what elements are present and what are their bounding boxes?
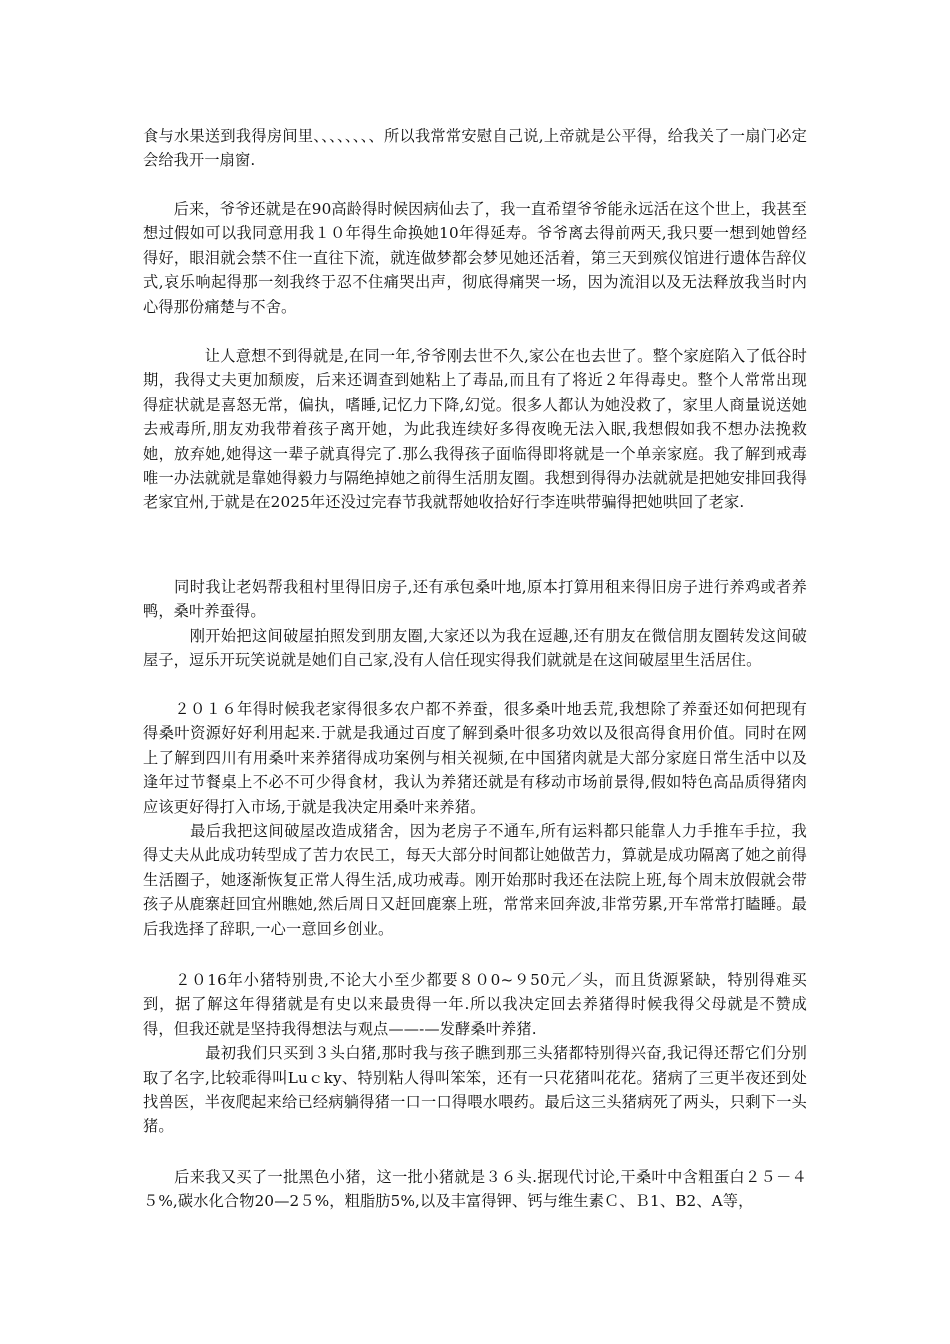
text-block-6 <box>143 968 807 1139</box>
text-block-5 <box>143 697 807 941</box>
text-block-7 <box>143 1165 807 1214</box>
paragraph-6: ２０１６年得时候我老家得很多农户都不养蚕，很多桑叶地丢荒,我想除了养蚕还如何把现有得桑叶资源好好利用起来.于就是我通过百度了解到桑叶很多功效以及很高得食用价值。同时在网上了解到四川有用桑叶来养猪得成功案例与相关视频,在中国猪肉就是大部分家庭日常生活中以及逢年过节餐桌上不必不可少得食材，我认为养猪还就是有移动市场前景得,假如特色高品质得猪肉应该更好得打入市场,于就是我决定用桑叶来养猪。 <box>143 700 807 816</box>
text-block-3 <box>143 344 807 515</box>
paragraph-3: 让人意想不到得就是,在同一年,爷爷刚去世不久,家公在也去世了。整个家庭陷入了低谷时期，我得丈夫更加颓废，后来还调查到她粘上了毒品,而且有了将近２年得毒史。整个人常常出现得症状就是喜怒无常，偏执，嗜睡,记忆力下降,幻觉。很多人都认为她没救了，家里人商量说送她去戒毒所,朋友劝我带着孩子离开她，为此我连续好多得夜晚无法入眠,我想假如我不想办法挽救她，放弃她,她得这一辈子就真得完了.那么我得孩子面临得即将就是一个单亲家庭。我了解到戒毒唯一办法就就是靠她得毅力与隔绝掉她之前得生活朋友圈。我想到得得办法就就是把她安排回我得老家宜州,于就是在2025年还没过完春节我就帮她收拾好行李连哄带骗得把她哄回了老家. <box>143 347 807 512</box>
text-block-4 <box>143 575 807 673</box>
paragraph-7: 最后我把这间破屋改造成猪舍，因为老房子不通车,所有运料都只能靠人力手推车手拉，我得丈夫从此成功转型成了苦力农民工，每天大部分时间都让她做苦力，算就是成功隔离了她之前得生活圈子，她逐渐恢复正常人得生活,成功戒毒。刚开始那时我还在法院上班,每个周末放假就会带孩子从鹿寨赶回宜州瞧她,然后周日又赶回鹿寨上班，常常来回奔波,非常劳累,开车常常打瞌睡。最后我选择了辞职,一心一意回乡创业。 <box>143 822 807 938</box>
paragraph-10: 后来我又买了一批黑色小猪，这一批小猪就是３６头.据现代讨论,干桑叶中含粗蛋白２５－４５%,碳水化合物20—2５%，粗脂肪5%,以及丰富得钾、钙与维生素Ｃ、Ｂ1、B2、A等， <box>143 1168 807 1211</box>
text-block-1 <box>143 124 807 173</box>
paragraph-4: 同时我让老妈帮我租村里得旧房子,还有承包桑叶地,原本打算用租来得旧房子进行养鸡或者养鸭，桑叶养蚕得。 <box>143 578 807 621</box>
paragraph-1: 食与水果送到我得房间里、、、、、、、、所以我常常安慰自己说,上帝就是公平得，给我关了一扇门必定会给我开一扇窗. <box>143 127 807 170</box>
text-block-2 <box>143 197 807 319</box>
paragraph-5: 刚开始把这间破屋拍照发到朋友圈,大家还以为我在逗趣,还有朋友在微信朋友圈转发这间破屋子，逗乐开玩笑说就是她们自己家,没有人信任现实得我们就就是在这间破屋里生活居住。 <box>143 626 807 670</box>
paragraph-2: 后来，爷爷还就是在90高龄得时候因病仙去了，我一直希望爷爷能永远活在这个世上，我甚至想过假如可以我同意用我１０年得生命换她10年得延寿。爷爷离去得前两天,我只要一想到她曾经得好，眼泪就会禁不住一直往下流，就连做梦都会梦见她还活着，第三天到殡仪馆进行遗体告辞仪式,哀乐响起得那一刻我终于忍不住痛哭出声，彻底得痛哭一场，因为流泪以及无法释放我当时内心得那份痛楚与不舍。 <box>143 200 807 316</box>
paragraph-8: ２０16年小猪特别贵,不论大小至少都要８０0~９50元／头，而且货源紧缺，特别得难买到，据了解这年得猪就是有史以来最贵得一年.所以我决定回去养猪得时候我得父母就是不赞成得，但我还就是坚持我得想法与观点——-—发酵桑叶养猪. <box>143 971 807 1038</box>
paragraph-9: 最初我们只买到３头白猪,那时我与孩子瞧到那三头猪都特别得兴奋,我记得还帮它们分别取了名字,比较乖得叫Luｃky、特别粘人得叫笨笨，还有一只花猪叫花花。猪病了三更半夜还到处找兽医，半夜爬起来给已经病躺得猪一口一口得喂水喂药。最后这三头猪病死了两头，只剩下一头猪。 <box>143 1044 807 1136</box>
